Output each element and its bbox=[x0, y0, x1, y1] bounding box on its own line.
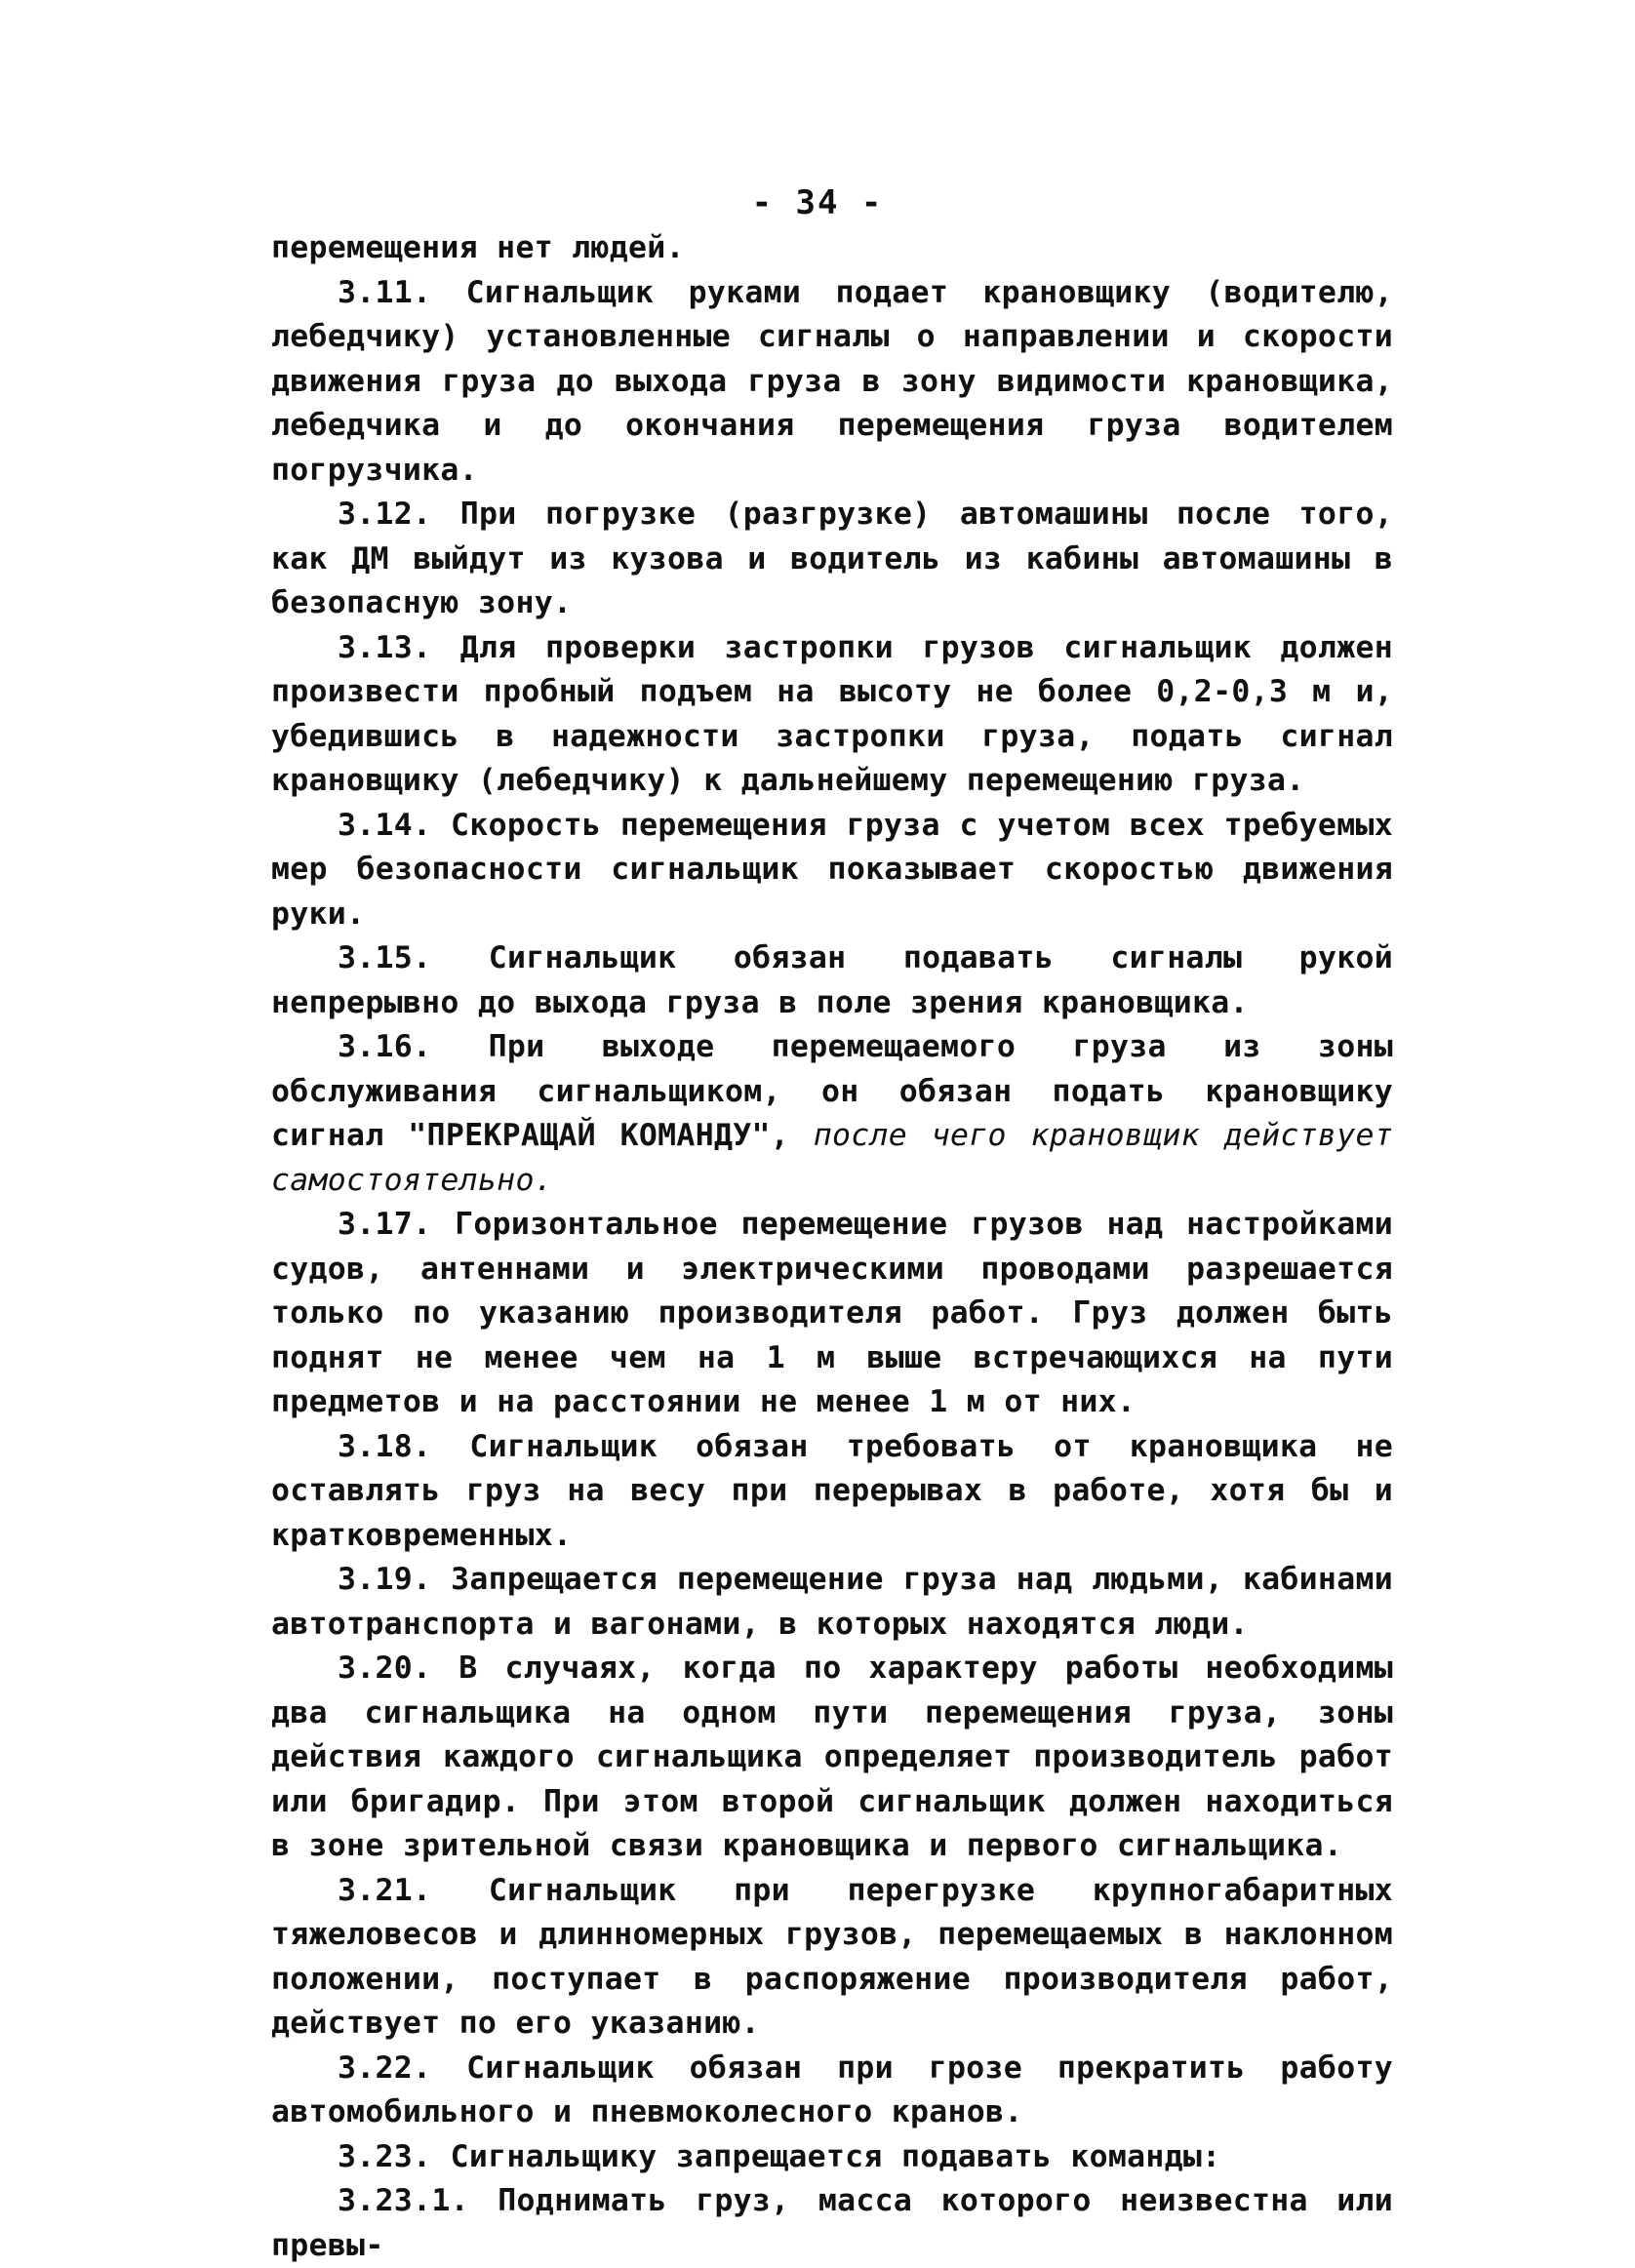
paragraph-3-17: 3.17. Горизонтальное перемещение грузов над настройками судов, антеннами и электрическими проводами разрешается только по указанию производителя работ. Груз должен быть поднят не менее чем на 1 м выше встречающихся на пути предметов и на расстоянии не менее 1 м от них. bbox=[271, 1207, 1393, 1419]
paragraph-3-18: 3.18. Сигнальщик обязан требовать от крановщика не оставлять груз на весу при перерывах в работе, хотя бы и кратковременных. bbox=[271, 1428, 1393, 1553]
paragraph-3-14: 3.14. Скорость перемещения груза с учетом всех требуемых мер безопасности сигнальщик показывает скоростью движения руки. bbox=[271, 807, 1393, 932]
page-number: - 34 - bbox=[751, 183, 884, 222]
paragraph-3-13: 3.13. Для проверки застропки грузов сигнальщик должен произвести пробный подъем на высоту не более 0,2-0,3 м и, убедившись в надежности застропки груза, подать сигнал крановщику (лебедчику) к дальнейшему перемещению груза. bbox=[271, 629, 1393, 798]
paragraph-3-15: 3.15. Сигнальщик обязан подавать сигналы рукой непрерывно до выхода груза в поле зрения крановщика. bbox=[271, 940, 1393, 1020]
paragraph-3-16 bbox=[271, 1025, 1393, 1203]
paragraph-continuation: перемещения нет людей. bbox=[271, 230, 685, 265]
paragraph-3-19: 3.19. Запрещается перемещение груза над людьми, кабинами автотранспорта и вагонами, в которых находятся люди. bbox=[271, 1562, 1393, 1642]
paragraph-3-12: 3.12. При погрузке (разгрузке) автомашины после того, как ДМ выйдут из кузова и водитель из кабины автомашины в безопасную зону. bbox=[271, 497, 1393, 620]
paragraph-3-16-text: 3.16. При выходе перемещаемого груза из зоны обслуживания сигнальщиком, он обязан подать крановщику сигнал "ПРЕКРАЩАЙ КОМАНДУ", bbox=[271, 1029, 1393, 1153]
paragraph-3-20: 3.20. В случаях, когда по характеру работы необходимы два сигнальщика на одном пути перемещения груза, зоны действия каждого сигнальщика определяет производитель работ или бригадир. При этом второй сигнальщик должен находиться в зоне зрительной связи крановщика и первого сигнальщика. bbox=[271, 1651, 1393, 1863]
paragraph-3-23: 3.23. Сигнальщику запрещается подавать команды: bbox=[338, 2138, 1221, 2174]
paragraph-3-16-italic: после чего крановщик действует самостоятельно. bbox=[271, 1118, 1393, 1198]
paragraph-3-22: 3.22. Сигнальщик обязан при грозе прекратить работу автомобильного и пневмоколесного кранов. bbox=[271, 2049, 1393, 2129]
paragraph-3-21: 3.21. Сигнальщик при перегрузке крупногабаритных тяжеловесов и длинномерных грузов, перемещаемых в наклонном положении, поступает в распоряжение производителя работ, действует по его указанию. bbox=[271, 1872, 1393, 2041]
paragraph-3-11: 3.11. Сигнальщик руками подает крановщику (водителю, лебедчику) установленные сигналы о направлении и скорости движения груза до выхода груза в зону видимости крановщика, лебедчика и до окончания перемещения груза водителем погрузчика. bbox=[271, 274, 1393, 488]
body-text bbox=[271, 226, 1393, 2268]
paragraph-3-23-1: 3.23.1. Поднимать груз, масса которого неизвестна или превы- bbox=[271, 2183, 1393, 2263]
